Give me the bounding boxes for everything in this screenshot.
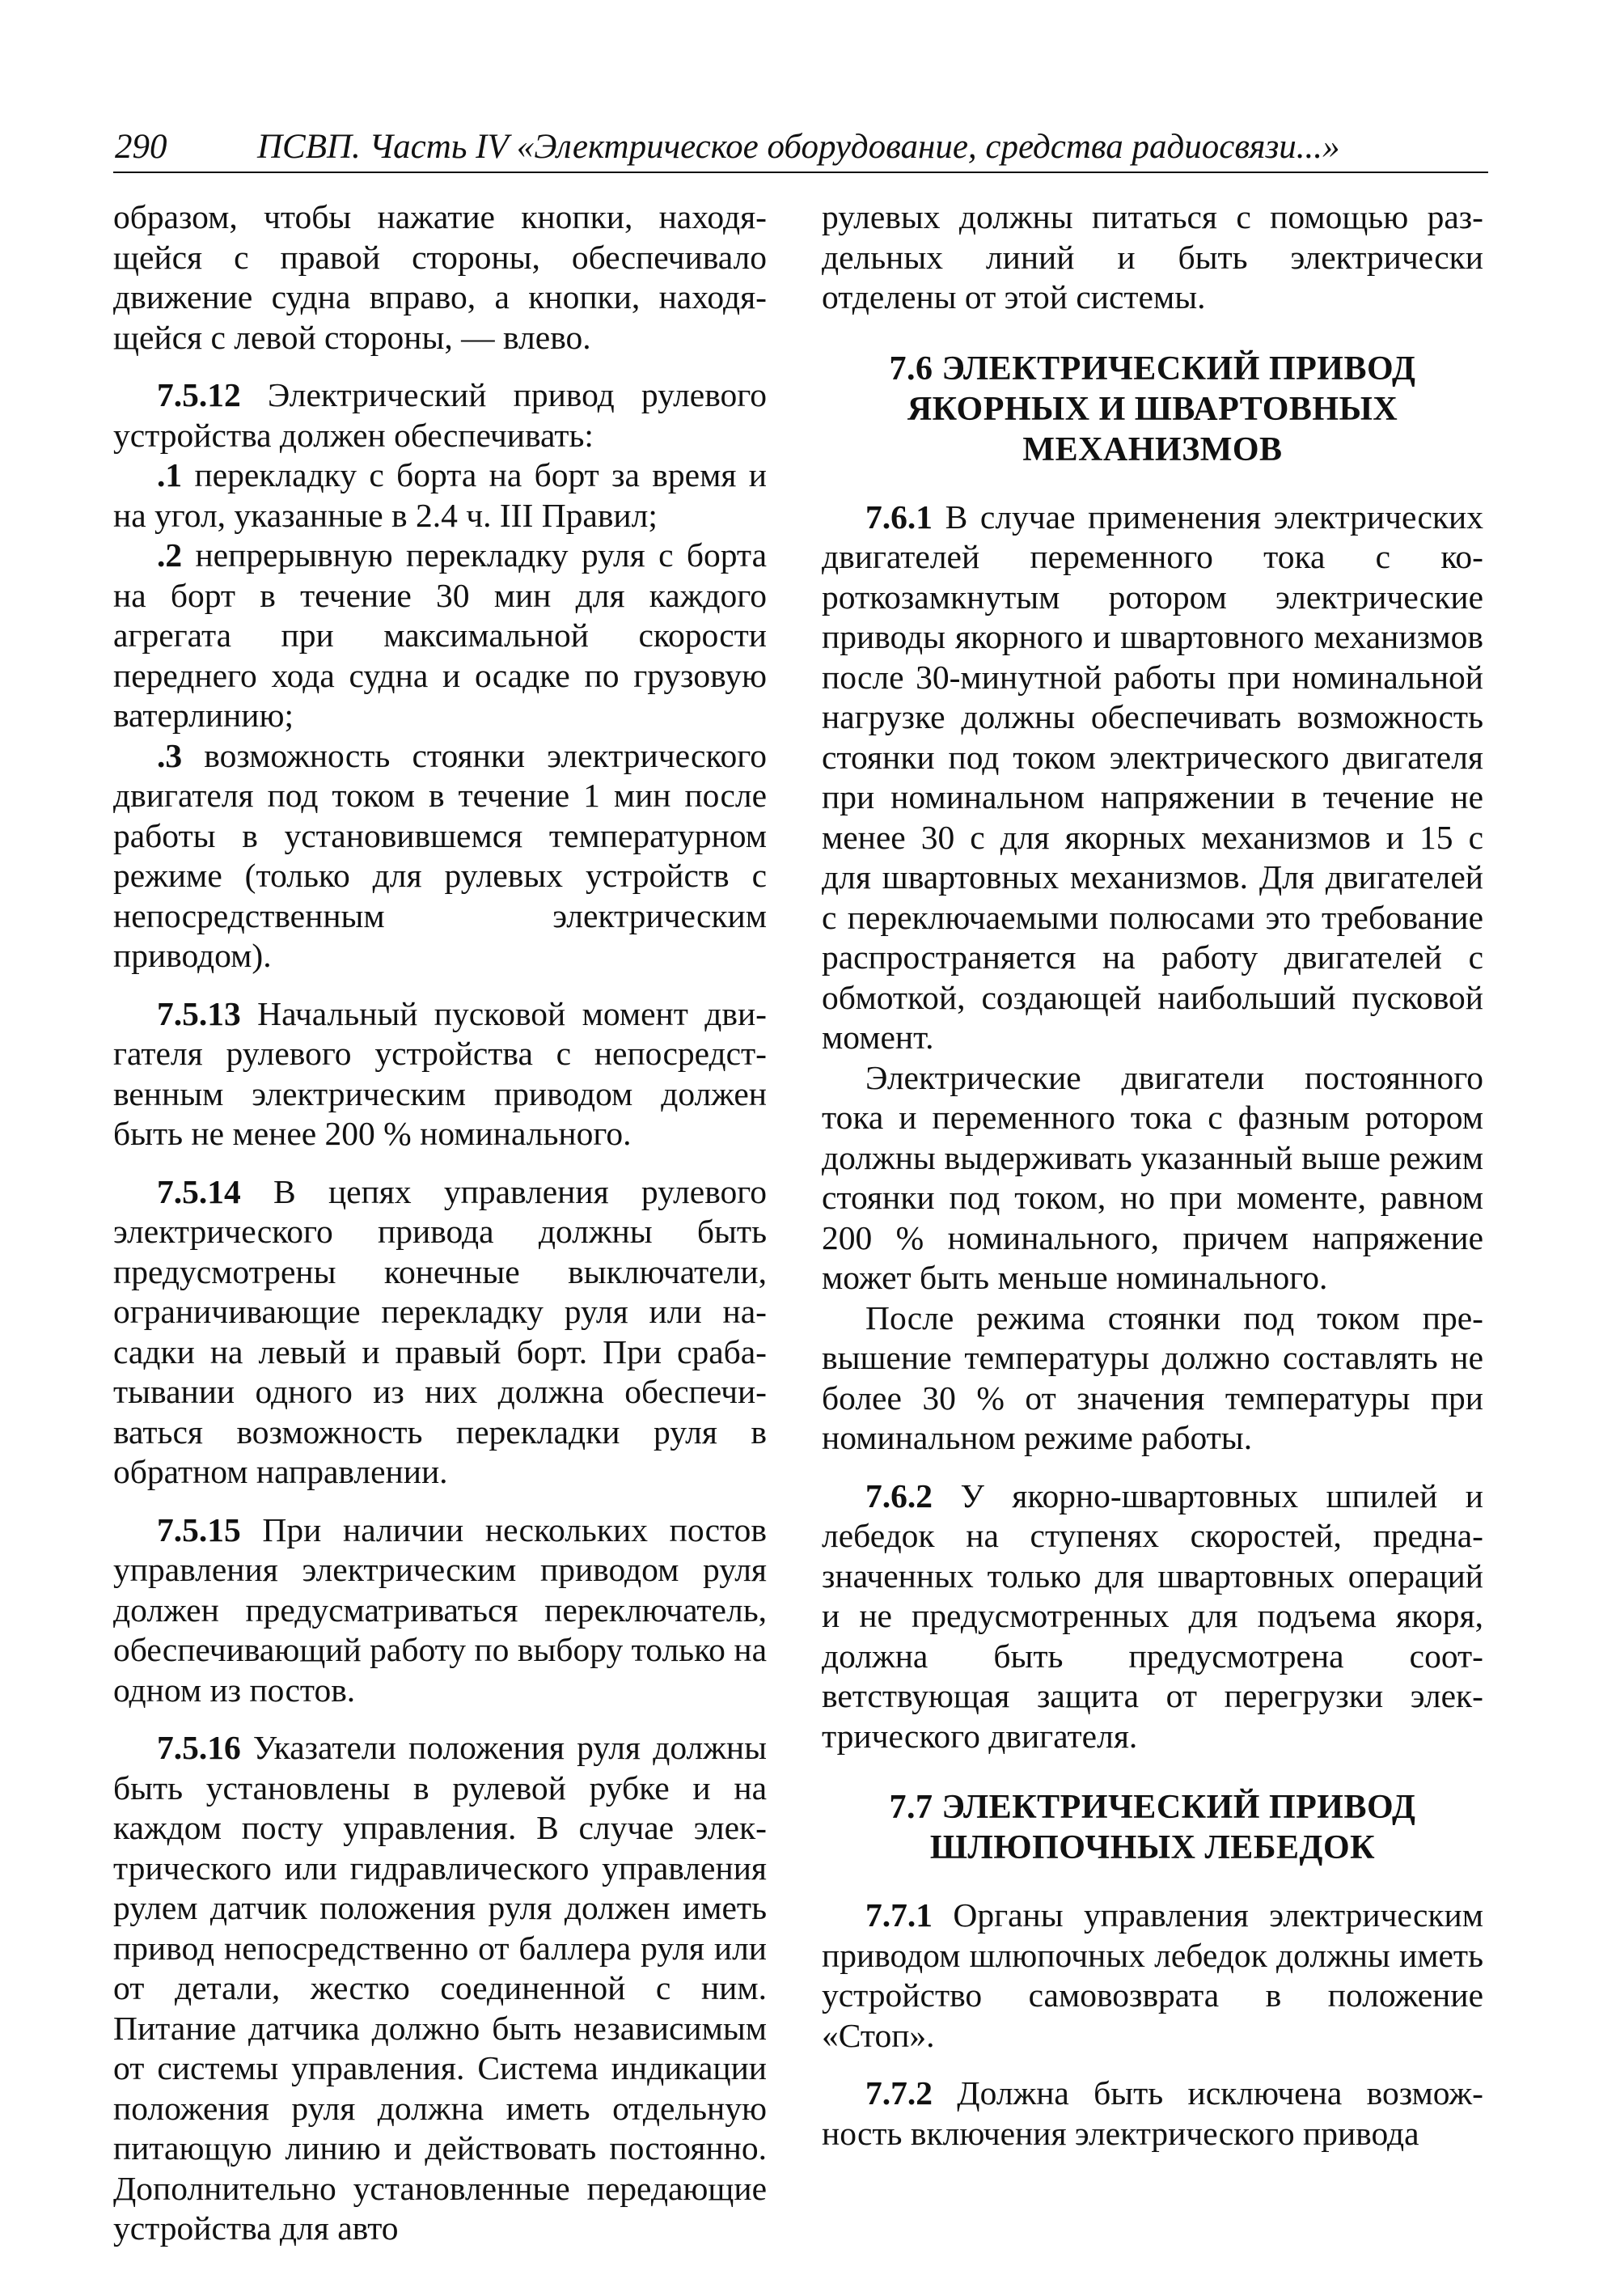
clause-7-5-16 [113,1728,767,2249]
subclause-2 [113,536,767,736]
subclause-number: .2 [157,536,183,574]
left-column [113,197,767,2267]
clause-7-7-2 [822,2074,1483,2154]
clause-number: 7.5.14 [157,1172,241,1210]
subclause-1 [113,455,767,536]
clause-7-5-14 [113,1172,767,1493]
heading-line: 7.6 ЭЛЕКТРИЧЕСКИЙ ПРИВОД [889,349,1416,388]
clause-number: 7.5.15 [157,1510,241,1548]
clause-text: Указатели положения руля должны быть установлены в рулевой рубке и на каждом посту управления. В случае электрического или гидравлического управления рулем датчик положения руля должен иметь привод непосредственно от баллера руля или от детали, жестко соединенной с ним. Питание датчика должно быть независимым от системы управления. Система индикации положения руля должна иметь отдельную питающую линию и действовать постоянно. Дополнительно установленные передающие устройства для авто [113,1729,767,2247]
clause-text: У якорно-швартовных шпилей и лебедок на ступенях скоростей, предназначенных только для швартовных операций и не предусмотренных для подъема якоря, должна быть предусмотрена соответствующая защита от перегрузки электрического двигателя. [822,1476,1483,1755]
clause-text: Органы управления электрическим приводом шлюпочных лебедок должны иметь устройство самовозврата в положение «Стоп». [822,1896,1483,2054]
subclause-text: перекладку с борта на борт за время и на угол, указанные в 2.4 ч. III Правил; [113,456,767,534]
clause-number: 7.7.2 [865,2074,933,2112]
heading-line: МЕХАНИЗМОВ [1022,430,1283,468]
clause-number: 7.6.1 [865,498,933,536]
clause-text: Электрический привод рулевого устройства должен обеспечивать: [113,376,767,454]
heading-line: ЯКОРНЫХ И ШВАРТОВНЫХ [907,390,1398,428]
subclause-number: .1 [157,456,183,494]
clause-text: В цепях управления рулевого электрического привода должны быть предусмотрены конечные выключатели, ограничивающие перекладку руля или насадки на левый и правый борт. При срабатывании одного из них должна обеспечиваться возможность перекладки руля в обратном направлении. [113,1172,767,1490]
clause-number: 7.7.1 [865,1896,933,1934]
subclause-number: .3 [157,736,183,774]
page-number: 290 [115,128,167,166]
clause-7-7-1 [822,1896,1483,2056]
continued-paragraph: рулевых должны питаться с помощью раздельных линий и быть электрически отделены от этой системы. [822,198,1483,316]
heading-line: 7.7 ЭЛЕКТРИЧЕСКИЙ ПРИВОД [889,1789,1416,1826]
clause-number: 7.6.2 [865,1476,933,1514]
running-title: ПСВП. Часть IV «Электрическое оборудование, средства радиосвязи...» [257,128,1340,166]
clause-text: Должна быть исключена возможность включения электрического привода [822,2074,1483,2152]
clause-text: Начальный пусковой момент двигателя рулевого устройства с непосредственным электрическим приводом должен быть не менее 200 % номинального. [113,994,767,1152]
clause-number: 7.5.16 [157,1729,241,1766]
right-column [822,197,1483,2171]
subclause-text: непрерывную перекладку руля с борта на борт в течение 30 мин для каждого агрегата при максимальной скорости переднего хода судна и осадке по грузовую ватерлинию; [113,536,767,734]
clause-number: 7.5.12 [157,376,241,413]
clause-7-5-15 [113,1510,767,1711]
heading-line: ШЛЮПОЧНЫХ ЛЕБЕДОК [929,1829,1376,1866]
section-heading-7-6 [822,349,1483,470]
clause-7-5-12 [113,375,767,455]
clause-7-5-13 [113,994,767,1154]
section-heading-7-7 [822,1787,1483,1868]
clause-text: В случае применения электрических двигателей переменного тока с короткозамкнутым ротором электрические приводы якорного и швартовного механизмов после 30-минутной работы при номинальной нагрузке должны обеспечивать возможность стоянки под током электрического двигателя при номинальном напряжении в течение не менее 30 с для якорных механизмов и 15 с для швартовных механизмов. Для двигателей с переключаемыми полюсами это требование распространяется на работу двигателей с обмоткой, создающей наибольший пусковой момент. [822,498,1483,1056]
paragraph: Электрические двигатели постоянного тока и переменного тока с фазным ротором должны выдерживать указанный выше режим стоянки под током, но при моменте, равном 200 % номинального, причем напряжение может быть меньше номинального. [822,1058,1483,1296]
clause-number: 7.5.13 [157,994,241,1032]
continued-paragraph: образом, чтобы нажатие кнопки, находящейся с правой стороны, обеспечивало движение судна вправо, а кнопки, находящейся с левой стороны, — влево. [113,198,767,356]
paragraph: После режима стоянки под током превышение температуры должно составлять не более 30 % от значения температуры при номинальном режиме работы. [822,1298,1483,1456]
clause-7-6-2 [822,1476,1483,1757]
subclause-3 [113,736,767,976]
clause-7-6-1 [822,498,1483,1058]
clause-text: При наличии нескольких постов управления электрическим приводом руля должен предусматриваться переключатель, обеспечивающий работу по выбору только на одном из постов. [113,1510,767,1709]
subclause-text: возможность стоянки электрического двигателя под током в течение 1 мин после работы в установившемся температурном режиме (только для рулевых устройств с непосредственным электрическим приводом). [113,736,767,974]
page-header [113,123,1488,173]
